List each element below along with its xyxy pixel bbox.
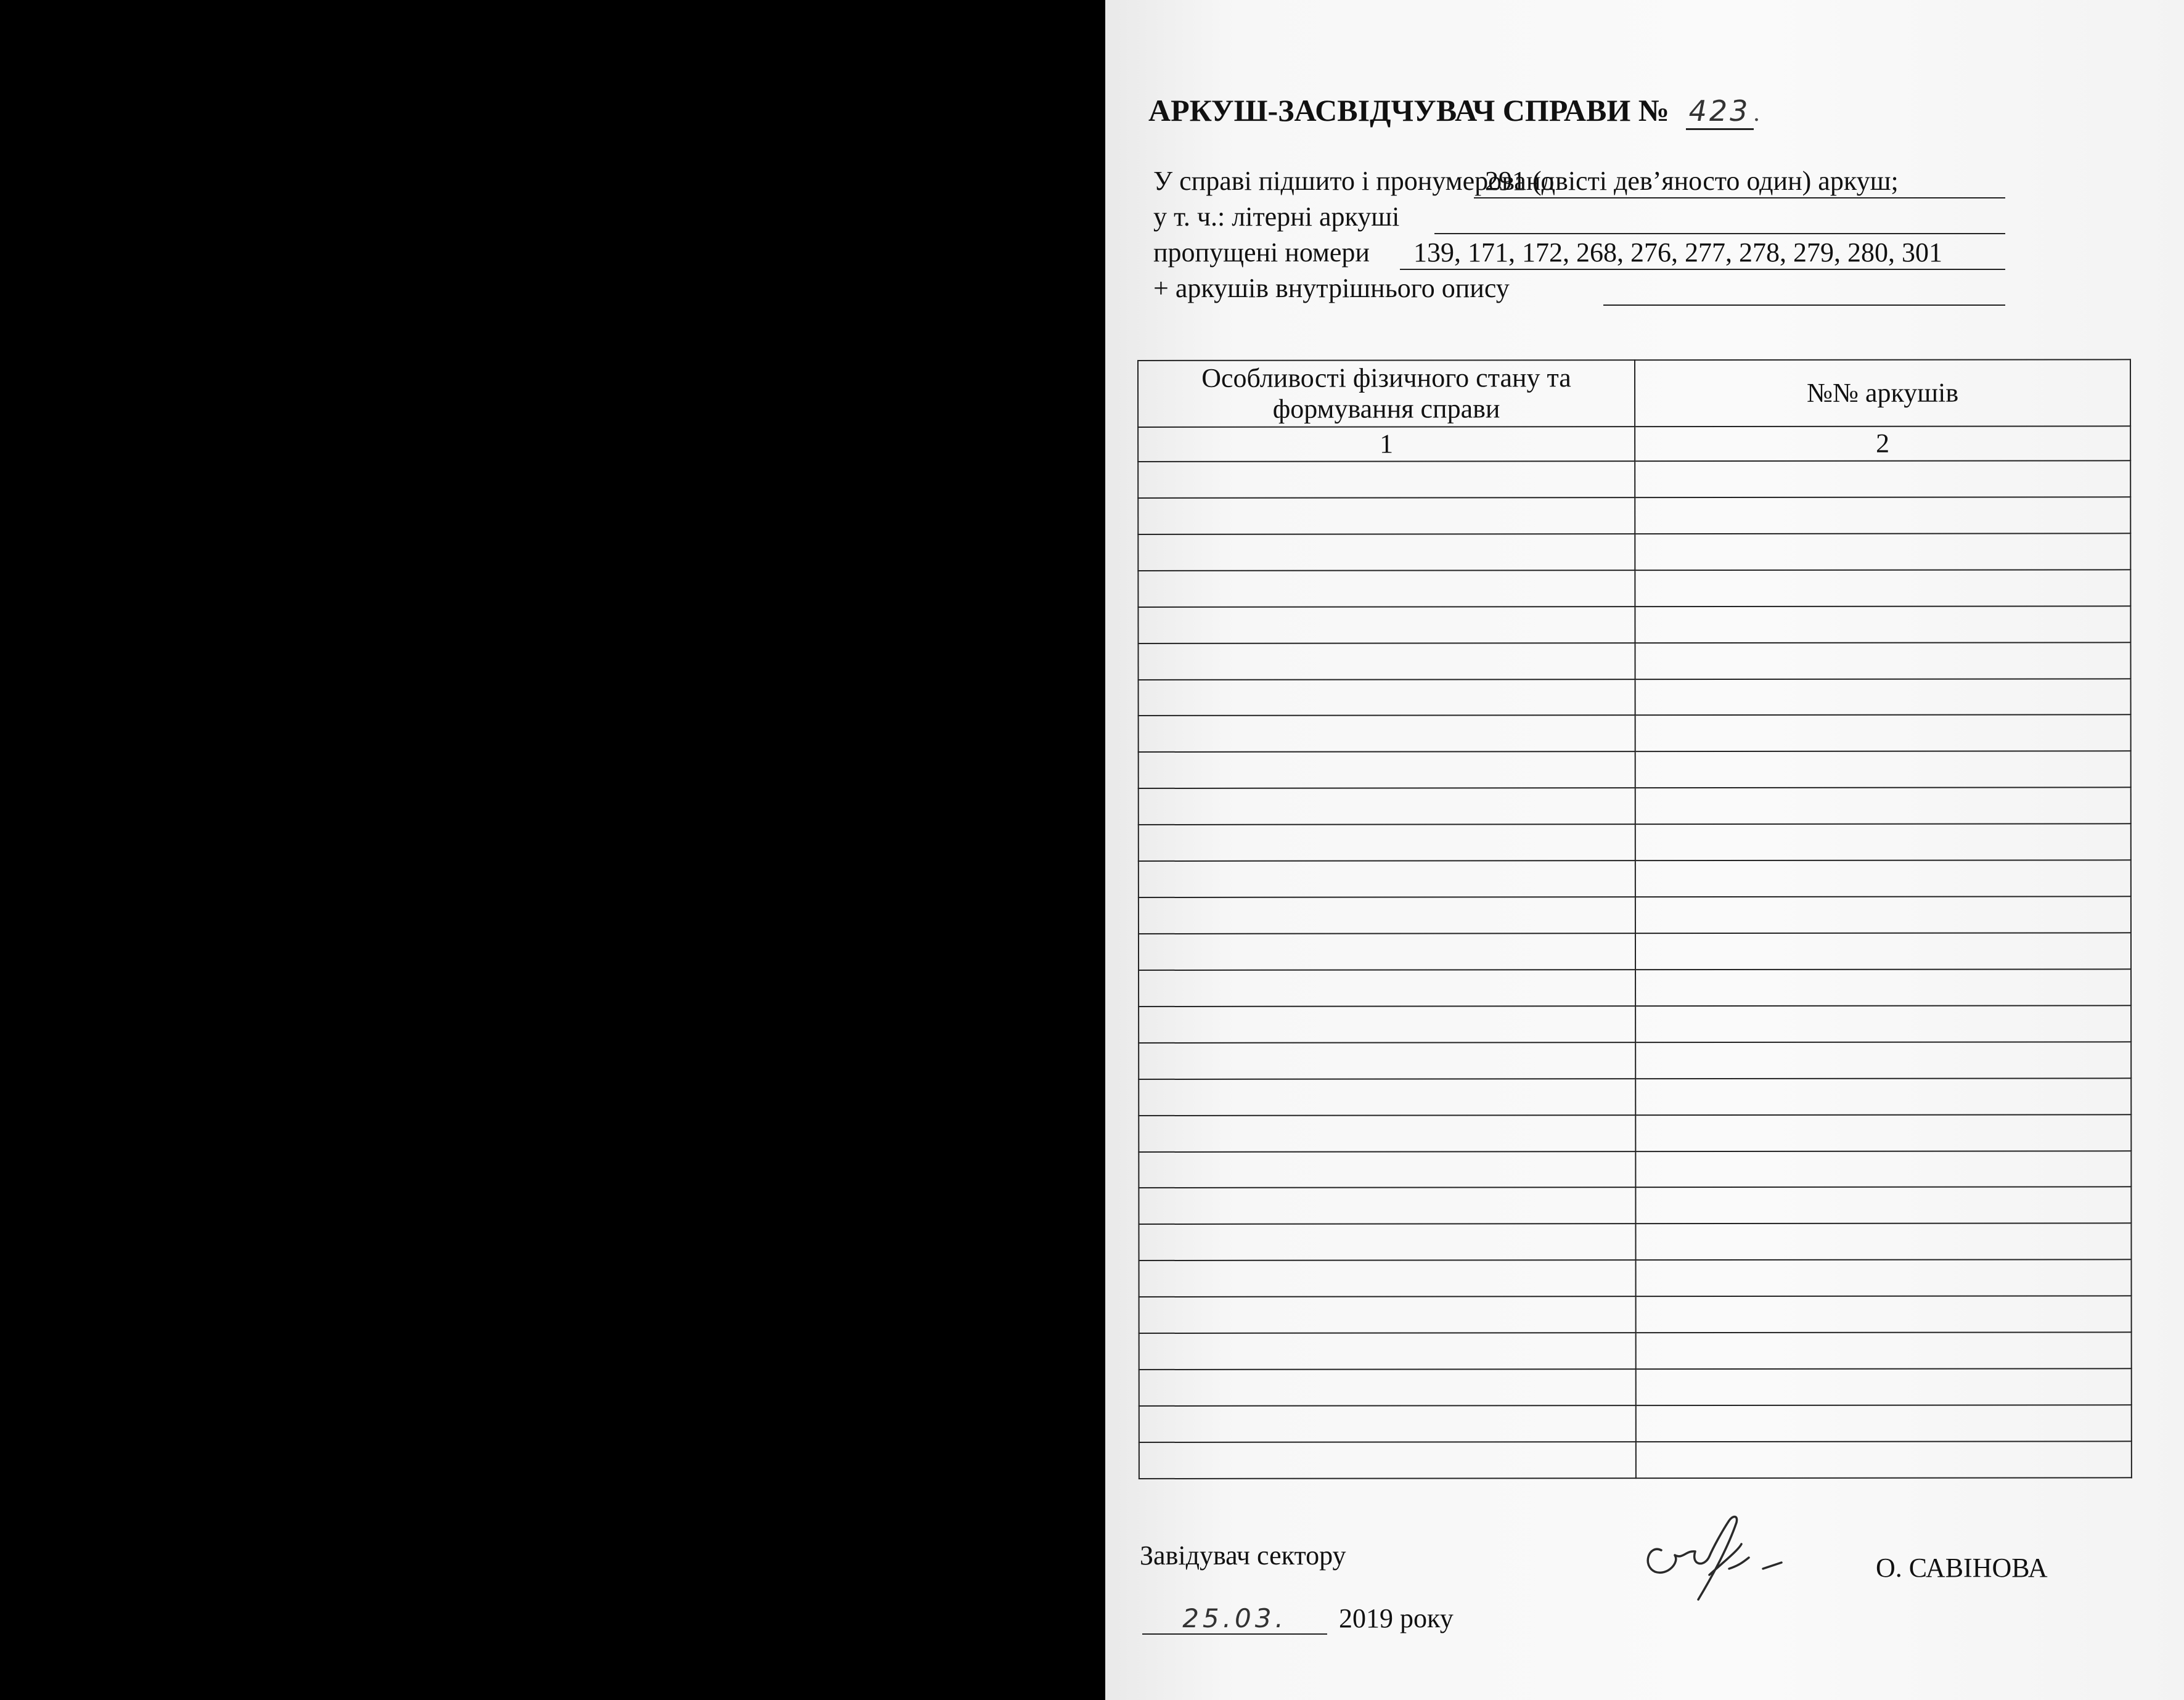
table-row xyxy=(1139,969,2131,1007)
table-cell xyxy=(1635,751,2131,788)
table-cell xyxy=(1635,1224,2131,1261)
line-value: 139, 171, 172, 268, 276, 277, 278, 279, 280, 301 xyxy=(1400,237,2005,270)
position-title: Завідувач сектору xyxy=(1140,1540,1346,1571)
table-cell xyxy=(1635,860,2131,897)
table-cell xyxy=(1139,1151,1635,1188)
date-suffix: 2019 року xyxy=(1339,1603,1454,1633)
table-cell xyxy=(1139,970,1635,1007)
table-cell xyxy=(1635,460,2130,497)
table-cell xyxy=(1635,933,2131,970)
document-title xyxy=(1148,92,1760,130)
table-row xyxy=(1138,460,2130,498)
table-row xyxy=(1139,1405,2132,1442)
table-row xyxy=(1139,715,2131,753)
table-cell xyxy=(1635,788,2131,825)
table-row xyxy=(1138,533,2130,571)
table-cell xyxy=(1635,1187,2131,1224)
line-value: 291 (двісті дев’яносто один) аркуш; xyxy=(1474,165,2005,198)
table-cell xyxy=(1635,1151,2131,1188)
line-letter-sheets xyxy=(1153,201,1399,237)
table-row xyxy=(1139,1151,2131,1188)
table-cell xyxy=(1138,570,1635,607)
table-cell xyxy=(1635,533,2130,570)
table-row xyxy=(1139,1332,2132,1370)
table-cell xyxy=(1139,1224,1635,1261)
table-cell xyxy=(1635,824,2131,861)
table-cell xyxy=(1636,1441,2132,1478)
table-row xyxy=(1138,606,2130,644)
table-cell xyxy=(1635,1005,2131,1042)
table-cell xyxy=(1138,643,1635,680)
line-missing-numbers xyxy=(1153,237,1942,272)
table-row xyxy=(1139,860,2131,897)
date-handwritten: 25.03. xyxy=(1142,1603,1327,1635)
table-cell xyxy=(1139,752,1635,789)
table-cell xyxy=(1139,1296,1636,1333)
signature-date xyxy=(1142,1603,1454,1635)
table-row xyxy=(1139,933,2131,970)
line-label: пропущені номери xyxy=(1153,237,1370,268)
column-number-2: 2 xyxy=(1635,426,2130,461)
signature xyxy=(1637,1507,1809,1615)
table-row xyxy=(1139,1114,2131,1152)
table-cell xyxy=(1139,824,1635,861)
table-row xyxy=(1139,896,2131,934)
table-cell xyxy=(1635,1078,2131,1115)
title-text: АРКУШ-ЗАСВІДЧУВАЧ СПРАВИ № xyxy=(1148,93,1670,128)
table-row xyxy=(1138,642,2130,680)
table-row xyxy=(1139,1441,2132,1479)
table-row xyxy=(1139,1224,2131,1261)
table-cell xyxy=(1139,1079,1635,1116)
table-cell xyxy=(1635,606,2130,643)
header-sheet-numbers: №№ аркушів xyxy=(1635,359,2130,427)
table-cell xyxy=(1635,969,2131,1006)
line-inner-inventory xyxy=(1153,272,1510,308)
table-cell xyxy=(1138,607,1635,644)
table-cell xyxy=(1139,1188,1635,1225)
table-cell xyxy=(1636,1296,2132,1333)
line-label: + аркушів внутрішнього опису xyxy=(1153,273,1510,303)
table-cell xyxy=(1635,497,2130,534)
table-row xyxy=(1139,1005,2131,1043)
table-cell xyxy=(1139,897,1635,934)
signer-name: О. САВІНОВА xyxy=(1876,1553,2048,1583)
table-cell xyxy=(1139,1042,1635,1079)
table-cell xyxy=(1635,1042,2131,1079)
table-row xyxy=(1139,1187,2131,1225)
table-cell xyxy=(1139,716,1635,753)
line-sewn-count xyxy=(1153,165,1899,201)
table-row xyxy=(1139,1042,2131,1079)
table-cell xyxy=(1635,896,2131,933)
table-cell xyxy=(1138,461,1635,498)
table-row xyxy=(1139,1260,2132,1297)
table-cell xyxy=(1139,788,1635,825)
table-cell xyxy=(1139,679,1635,716)
table-cell xyxy=(1139,1369,1636,1406)
line-value xyxy=(1434,201,2005,234)
table-cell xyxy=(1139,1405,1636,1442)
table-cell xyxy=(1635,570,2130,607)
table-row xyxy=(1139,824,2131,862)
table-cell xyxy=(1138,497,1635,534)
table-row xyxy=(1138,570,2130,607)
table-body xyxy=(1138,460,2132,1479)
table-cell xyxy=(1636,1405,2132,1442)
table-cell xyxy=(1636,1368,2132,1405)
table-row xyxy=(1138,497,2130,534)
case-number-tail: . xyxy=(1753,99,1760,126)
table-cell xyxy=(1138,534,1635,571)
table-row xyxy=(1139,788,2131,825)
table-cell xyxy=(1636,1260,2132,1297)
case-number-handwritten: 423 xyxy=(1686,94,1754,130)
line-label: У справі підшито і пронумеровано xyxy=(1153,166,1555,196)
table-cell xyxy=(1635,715,2131,752)
line-value xyxy=(1603,272,2005,306)
table-cell xyxy=(1139,1006,1635,1043)
table-cell xyxy=(1139,1260,1636,1297)
table-cell xyxy=(1635,679,2131,716)
table-cell xyxy=(1139,1115,1635,1152)
table-row xyxy=(1139,751,2131,789)
table-cell xyxy=(1636,1332,2132,1369)
document-page xyxy=(1105,0,2184,1700)
column-number-1: 1 xyxy=(1138,427,1635,462)
table-cell xyxy=(1139,1333,1636,1370)
table-row xyxy=(1139,1078,2131,1116)
table-row xyxy=(1139,1368,2132,1406)
table-row xyxy=(1139,679,2131,716)
table-cell xyxy=(1139,933,1635,970)
table-cell xyxy=(1635,1114,2131,1151)
table-cell xyxy=(1139,860,1635,897)
table-row xyxy=(1139,1296,2132,1334)
table-cell xyxy=(1635,642,2130,679)
line-label: у т. ч.: літерні аркуші xyxy=(1153,202,1400,232)
table-cell xyxy=(1139,1442,1636,1479)
header-condition: Особливості фізичного стану та формування справи xyxy=(1138,360,1635,427)
condition-table xyxy=(1137,359,2132,1479)
